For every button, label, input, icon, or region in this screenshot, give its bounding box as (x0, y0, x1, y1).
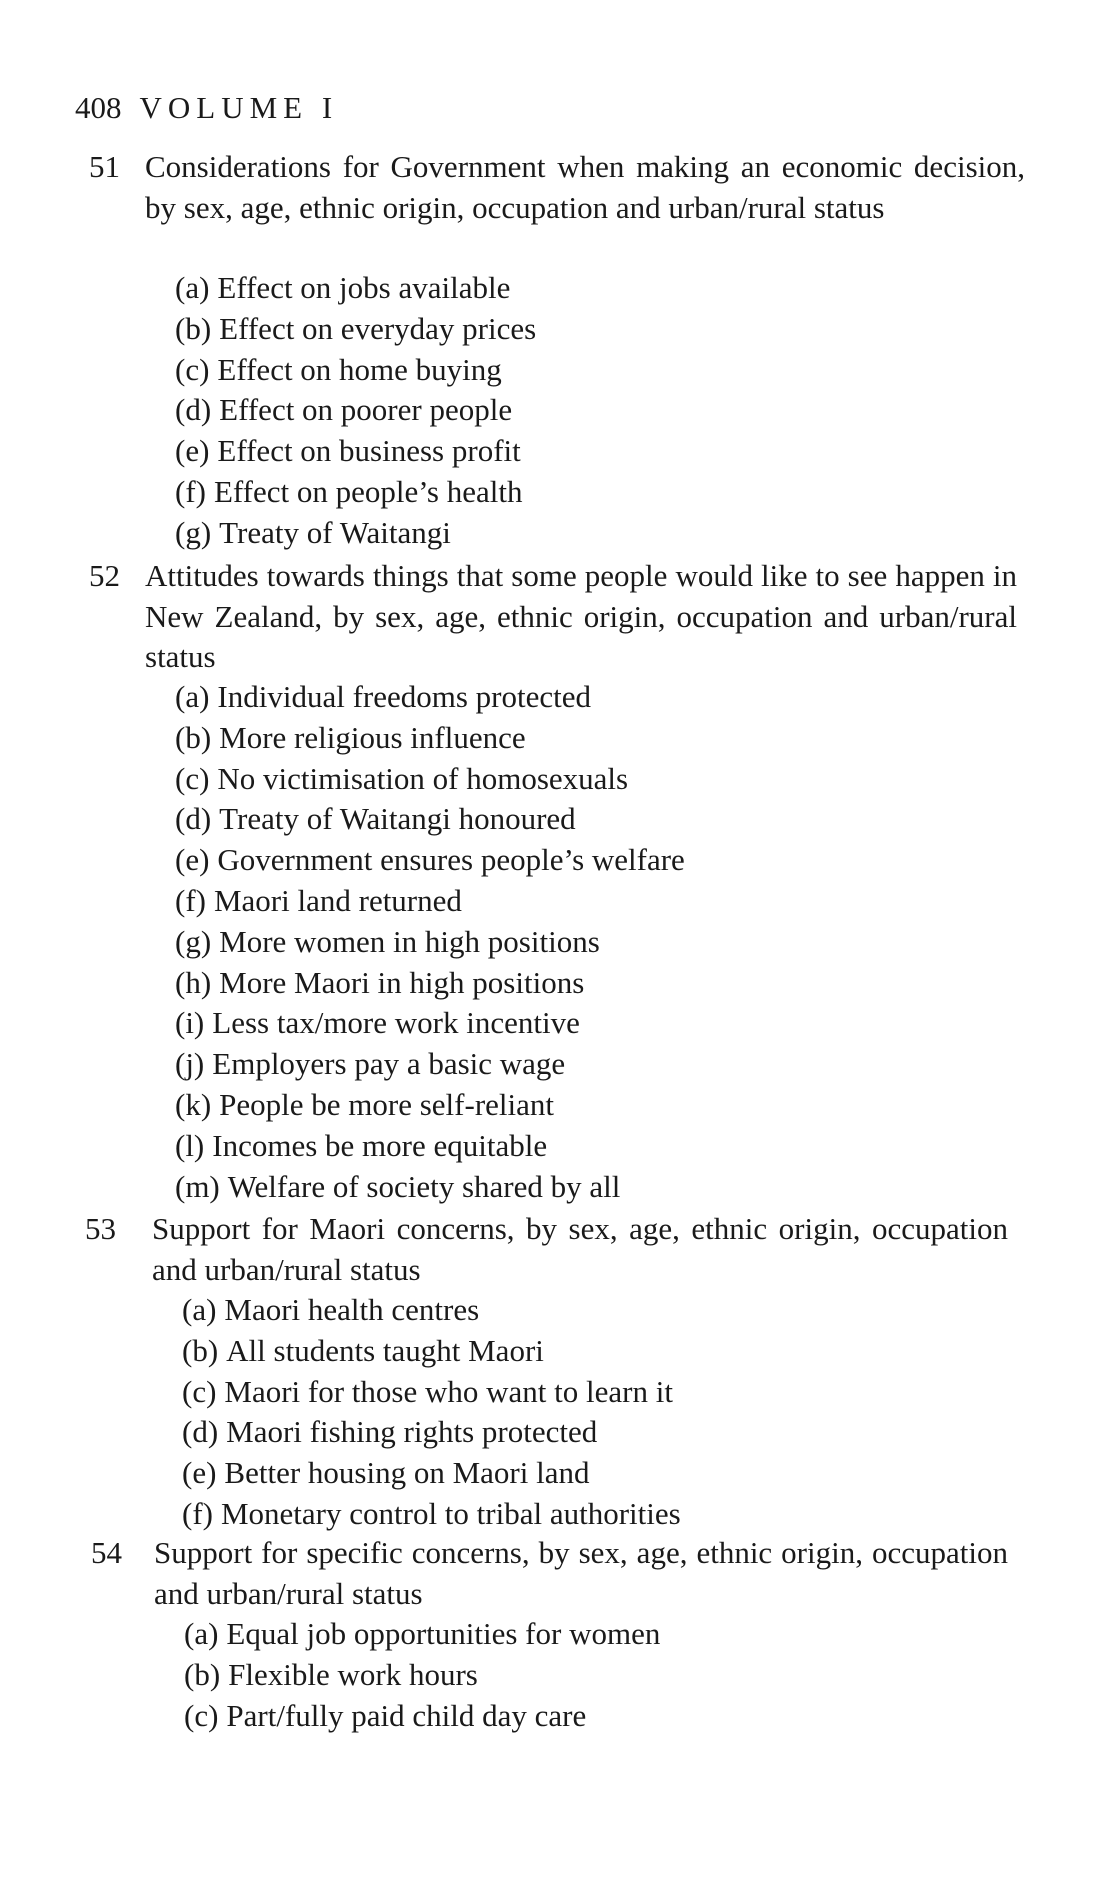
item-label: (a) (175, 679, 210, 714)
list-item (182, 1453, 681, 1494)
list-item (184, 1655, 660, 1696)
list-item (175, 759, 685, 800)
list-item (175, 963, 685, 1004)
list-item (175, 677, 685, 718)
item-label: (a) (182, 1292, 217, 1327)
entry-subitems (184, 1614, 660, 1736)
item-text: Effect on people’s health (213, 473, 523, 509)
item-text: Maori health centres (224, 1292, 480, 1327)
list-item (175, 431, 536, 472)
entry-number: 52 (89, 558, 120, 593)
item-label: (d) (175, 801, 212, 837)
item-label: (i) (175, 1005, 205, 1041)
item-text: More women in high positions (219, 923, 600, 959)
item-text: Better housing on Maori land (224, 1455, 590, 1491)
list-item (182, 1331, 681, 1372)
list-item (182, 1494, 681, 1535)
item-text: Effect on everyday prices (219, 310, 537, 346)
item-label: (b) (182, 1332, 219, 1368)
entry-number: 53 (85, 1211, 116, 1246)
item-label: (c) (175, 760, 210, 796)
list-item (175, 1085, 685, 1126)
list-item (175, 1167, 685, 1208)
list-item (184, 1614, 660, 1655)
list-item (175, 1044, 685, 1085)
item-label: (c) (182, 1373, 217, 1409)
list-item (184, 1696, 660, 1737)
list-item (175, 390, 536, 431)
list-item (175, 350, 536, 391)
item-label: (b) (175, 310, 212, 346)
item-label: (b) (184, 1656, 221, 1692)
item-text: Effect on jobs available (217, 270, 511, 305)
item-label: (g) (175, 923, 212, 959)
item-label: (a) (175, 270, 210, 305)
item-label: (c) (184, 1697, 219, 1733)
item-text: Part/fully paid child day care (226, 1697, 587, 1733)
item-text: Effect on business profit (217, 433, 521, 469)
list-item (182, 1290, 681, 1331)
item-text: Equal job opportunities for women (226, 1616, 661, 1651)
list-item (175, 309, 536, 350)
entry-title: Considerations for Government when making an economic decision, by sex, age, ethnic origin, occupation and urban/rural status (145, 149, 1025, 225)
item-text: All students taught Maori (226, 1332, 544, 1368)
item-label: (k) (175, 1086, 212, 1122)
list-item (175, 1003, 685, 1044)
item-label: (e) (175, 433, 210, 469)
item-text: Effect on home buying (217, 351, 502, 387)
item-label: (g) (175, 514, 212, 550)
list-item (182, 1412, 681, 1453)
item-text: People be more self-reliant (219, 1086, 554, 1122)
item-text: No victimisation of homosexuals (217, 760, 629, 796)
item-label: (l) (175, 1127, 205, 1163)
item-label: (a) (184, 1616, 219, 1651)
item-text: Monetary control to tribal authorities (220, 1495, 681, 1531)
list-item (175, 799, 685, 840)
item-text: Welfare of society shared by all (227, 1168, 621, 1204)
item-label: (e) (182, 1455, 217, 1491)
volume-label: VOLUME I (139, 90, 339, 125)
item-label: (d) (175, 392, 212, 428)
entry-number: 54 (91, 1535, 122, 1570)
item-text: Flexible work hours (228, 1656, 478, 1692)
item-label: (j) (175, 1046, 205, 1082)
entry-title: Support for Maori concerns, by sex, age, ethnic origin, occupation and urban/rural status (152, 1211, 1008, 1287)
item-text: Maori land returned (213, 882, 462, 918)
item-label: (c) (175, 351, 210, 387)
item-text: Individual freedoms protected (217, 679, 591, 714)
item-text: More religious influence (219, 719, 526, 755)
item-text: More Maori in high positions (219, 964, 585, 1000)
item-text: Less tax/more work incentive (212, 1005, 580, 1041)
item-label: (h) (175, 964, 212, 1000)
item-label: (f) (175, 882, 206, 918)
item-text: Maori fishing rights protected (226, 1414, 598, 1450)
entry-subitems (182, 1290, 681, 1535)
entry-title: Attitudes towards things that some people would like to see happen in New Zealand, by sex, age, ethnic origin, occupation and urban/rural status (145, 558, 1017, 674)
list-item (182, 1372, 681, 1413)
list-item (175, 268, 536, 309)
item-text: Incomes be more equitable (212, 1127, 548, 1163)
item-text: Government ensures people’s welfare (217, 842, 685, 878)
entry-subitems (175, 677, 685, 1207)
item-text: Treaty of Waitangi (219, 514, 451, 550)
list-item (175, 922, 685, 963)
entry-subitems (175, 268, 536, 554)
running-head (75, 88, 338, 128)
item-label: (f) (175, 473, 206, 509)
item-text: Maori for those who want to learn it (224, 1373, 673, 1409)
item-text: Employers pay a basic wage (212, 1046, 566, 1082)
item-label: (m) (175, 1168, 220, 1204)
list-item (175, 472, 536, 513)
item-text: Treaty of Waitangi honoured (219, 801, 576, 837)
item-label: (d) (182, 1414, 219, 1450)
entry-title: Support for specific concerns, by sex, age, ethnic origin, occupation and urban/rural status (154, 1535, 1008, 1611)
page-number: 408 (75, 90, 122, 125)
list-item (175, 1126, 685, 1167)
item-label: (b) (175, 719, 212, 755)
item-label: (f) (182, 1495, 213, 1531)
item-text: Effect on poorer people (219, 392, 513, 428)
list-item (175, 513, 536, 554)
list-item (175, 718, 685, 759)
list-item (175, 881, 685, 922)
list-item (175, 840, 685, 881)
entry-number: 51 (89, 149, 120, 184)
item-label: (e) (175, 842, 210, 878)
